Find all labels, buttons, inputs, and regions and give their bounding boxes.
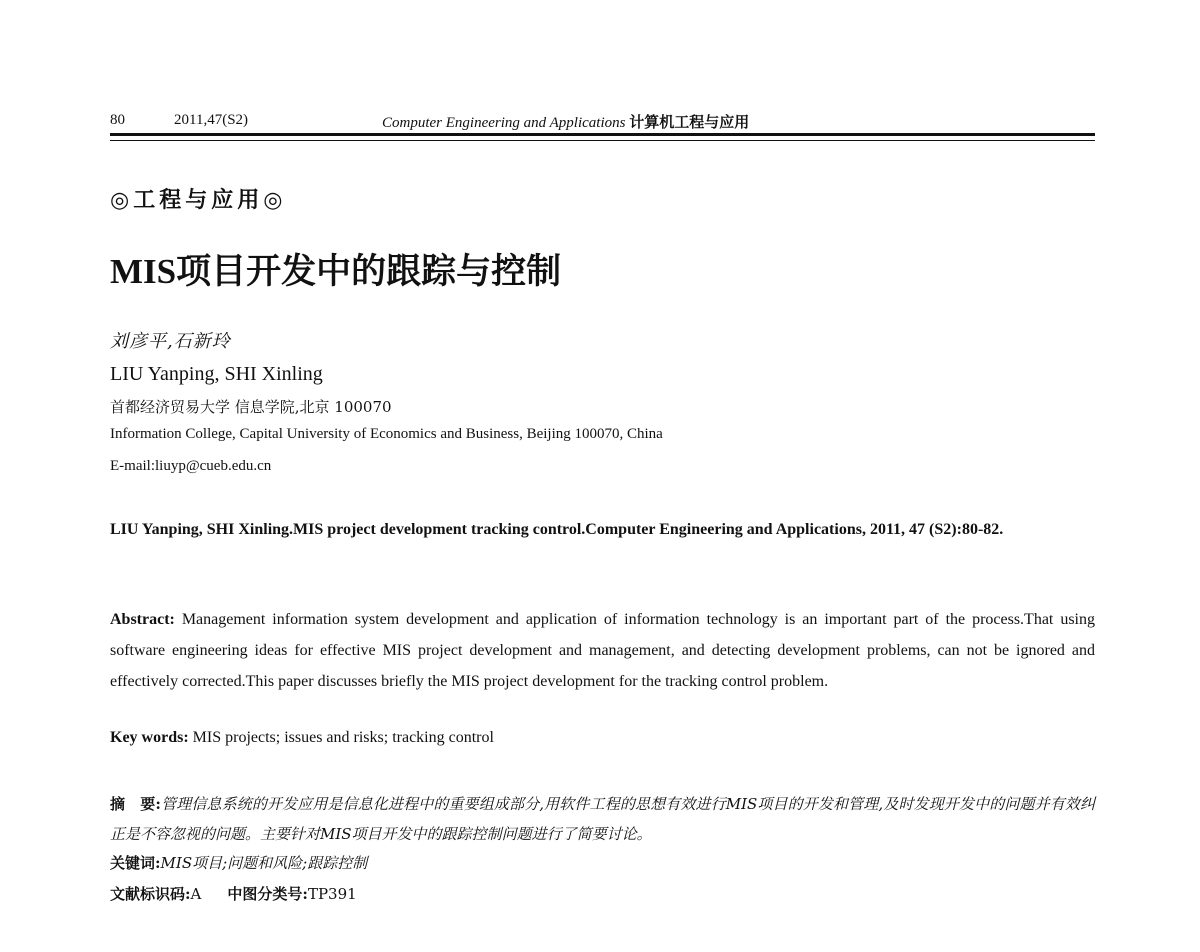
keywords-cn <box>110 852 367 873</box>
header-rule-thin <box>110 140 1095 141</box>
classification-cn <box>110 883 357 904</box>
journal-name <box>382 111 749 132</box>
title-latin: MIS <box>110 252 177 291</box>
article-title <box>110 244 561 294</box>
keywords-label: Key words: <box>110 729 189 746</box>
class-number-label: 中图分类号: <box>227 885 308 903</box>
authors-cn: 刘彦平,石新玲 <box>110 331 231 352</box>
doc-code-value: A <box>190 885 202 903</box>
keywords-en <box>110 729 494 747</box>
section-label: ◎工程与应用◎ <box>110 187 287 213</box>
class-number-value: TP391 <box>307 885 357 903</box>
abstract-cn-text: 管理信息系统的开发应用是信息化进程中的重要组成部分,用软件工程的思想有效进行MIS项目的开发和管理,及时发现开发中的问题并有效纠正是不容忽视的问题。主要针对MIS项目开发中的跟踪控制问题进行了简要讨论。 <box>110 795 1095 843</box>
keywords-cn-label: 关键词: <box>110 854 161 872</box>
keywords-cn-text: MIS项目;问题和风险;跟踪控制 <box>160 854 368 872</box>
title-cn: 项目开发中的跟踪与控制 <box>176 251 562 292</box>
keywords-text: MIS projects; issues and risks; tracking control <box>192 729 494 746</box>
volume-issue: 2011,47(S2) <box>174 112 249 128</box>
abstract-label: Abstract: <box>110 611 175 628</box>
journal-name-en: Computer Engineering and Applications <box>382 115 626 131</box>
journal-name-cn: 计算机工程与应用 <box>629 113 750 131</box>
doc-code-label: 文献标识码: <box>110 885 191 903</box>
page-number: 80 <box>110 112 125 128</box>
abstract-cn <box>110 789 1095 849</box>
citation: LIU Yanping, SHI Xinling.MIS project development tracking control.Computer Engineering and Applications, 2011, 47 (S2):80-82. <box>110 521 1004 538</box>
affiliation-en: Information College, Capital University of Economics and Business, Beijing 100070, China <box>110 426 663 442</box>
abstract-text: Management information system development and application of information technology is an important part of the process.That using software engineering ideas for effective MIS project development and management, and detecting development problems, can not be ignored and effectively corrected.This paper discusses briefly the MIS project development for the tracking control problem. <box>110 611 1095 690</box>
header-rule-thick <box>110 133 1095 136</box>
abstract-cn-label: 摘 要: <box>110 795 161 813</box>
authors-en: LIU Yanping, SHI Xinling <box>110 363 323 385</box>
abstract-en <box>110 604 1095 697</box>
running-header <box>110 108 1095 134</box>
affiliation-cn: 首都经济贸易大学 信息学院,北京 100070 <box>110 398 392 416</box>
author-email: E-mail:liuyp@cueb.edu.cn <box>110 458 272 474</box>
